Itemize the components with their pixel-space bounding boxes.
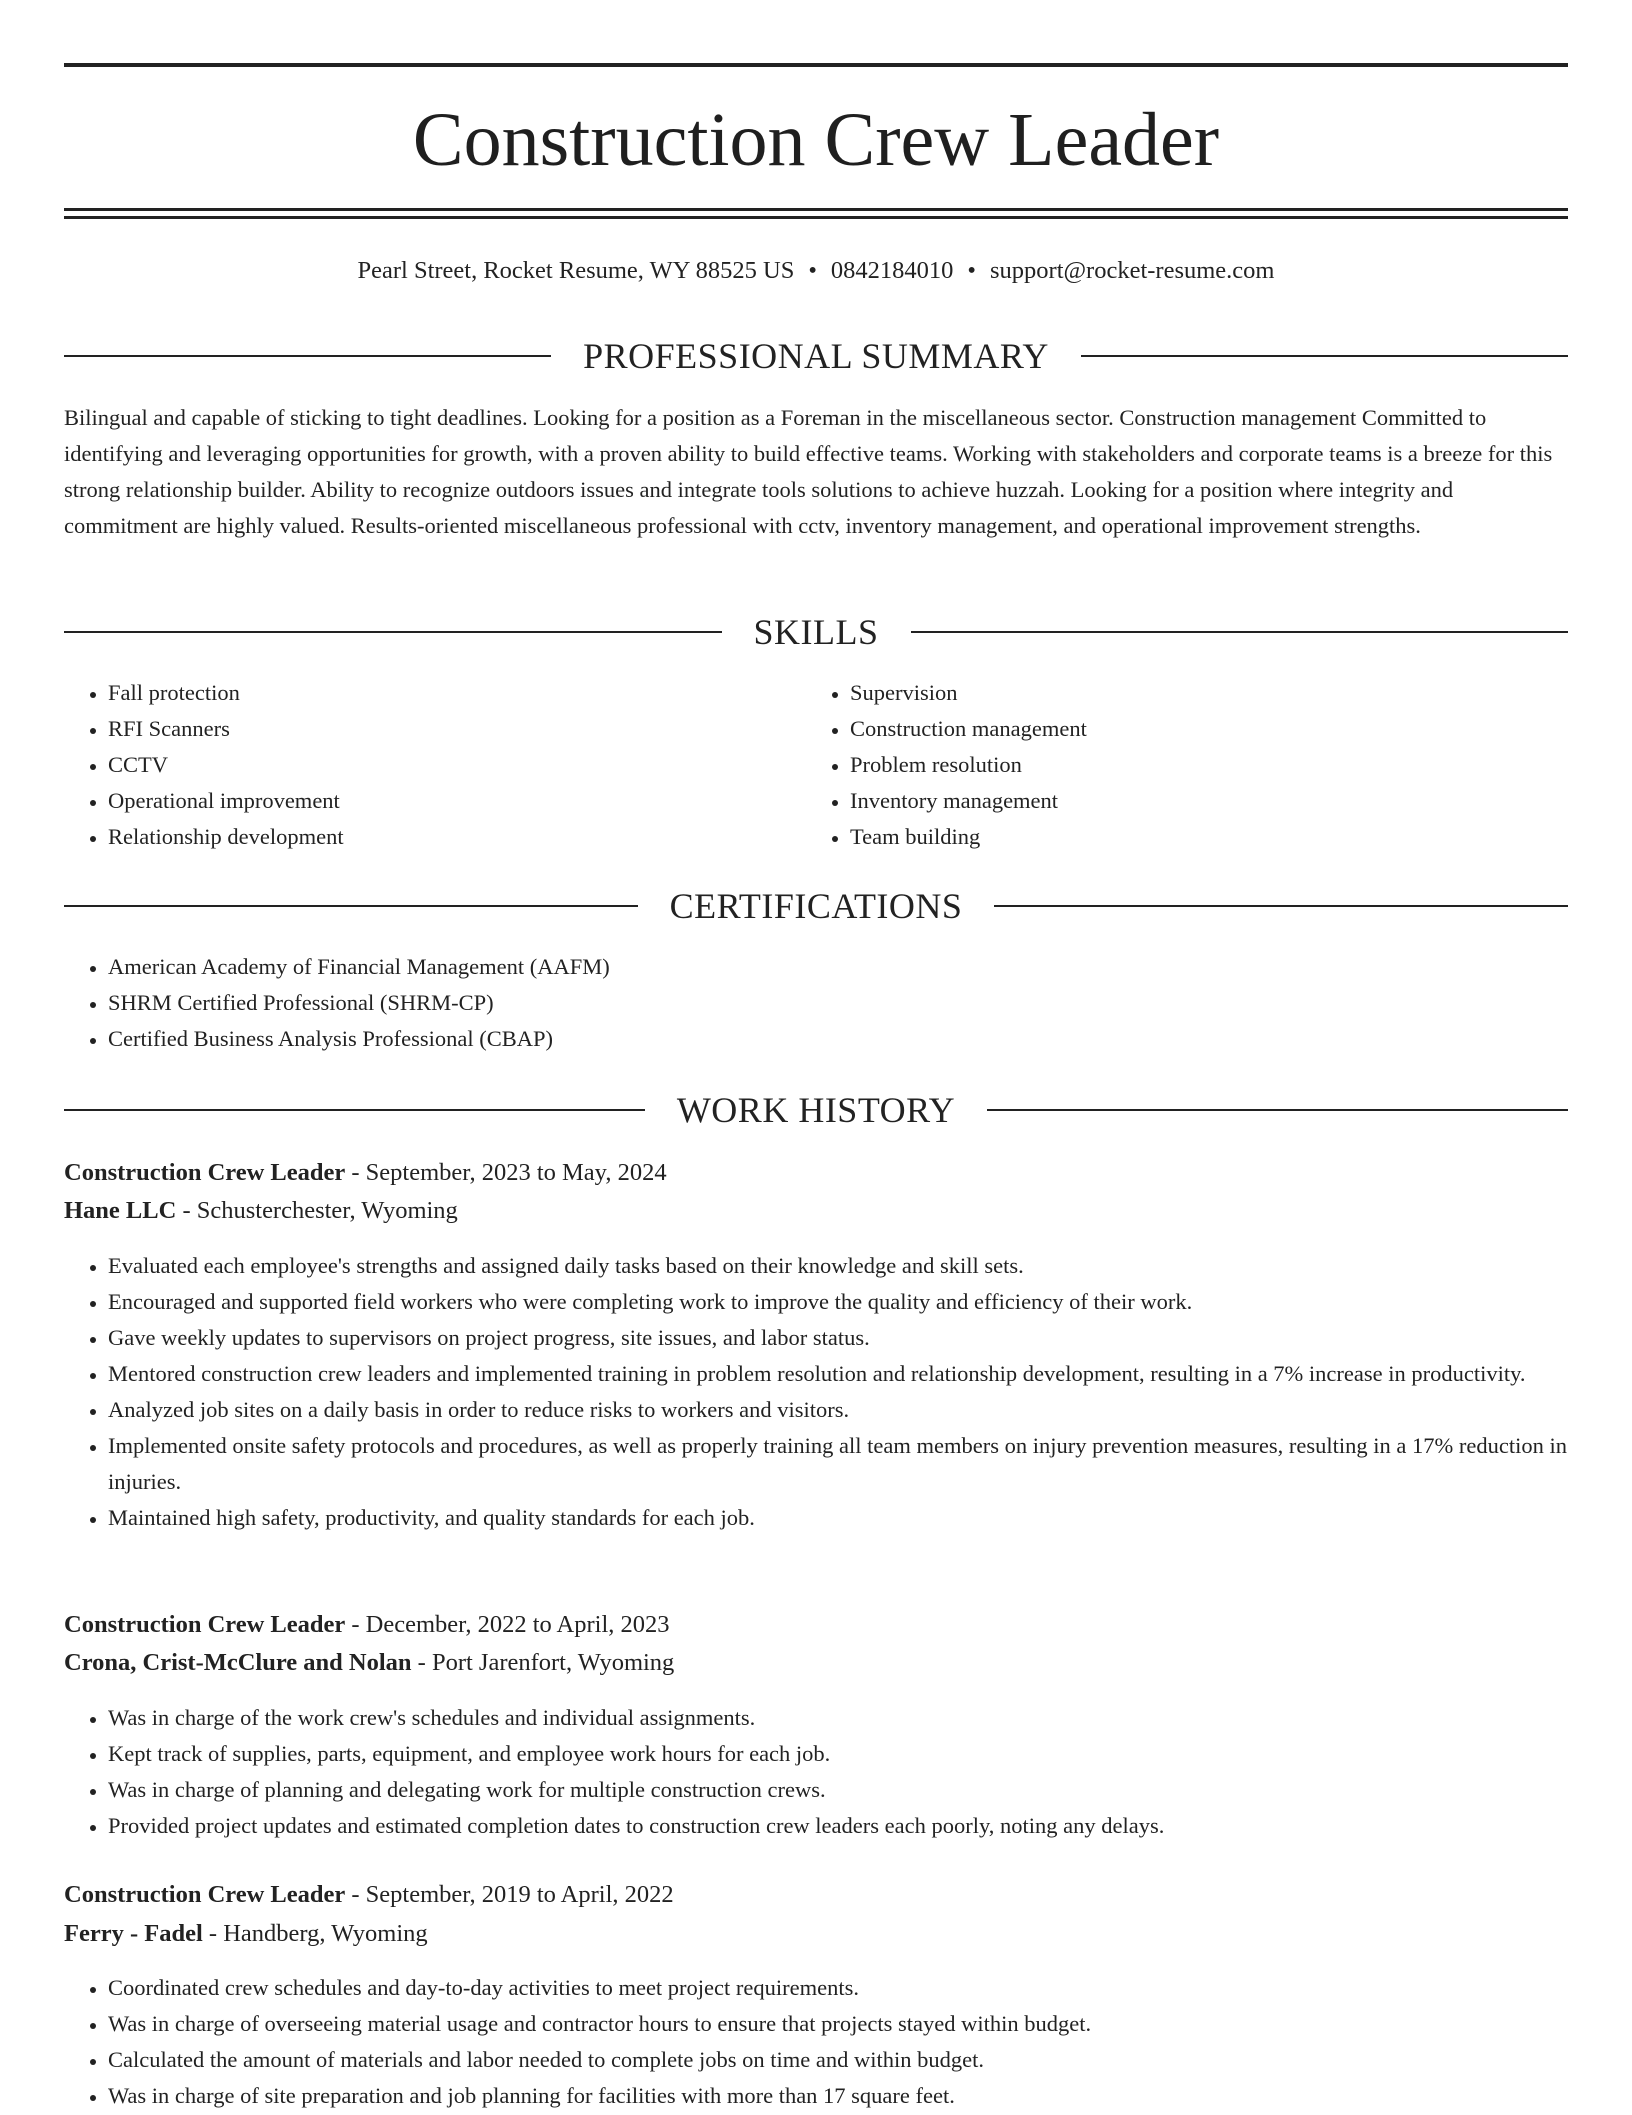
list-item: • Kept track of supplies, parts, equipment, and employee work hours for each job. [108,1736,1568,1772]
list-item: • Certified Business Analysis Professional (CBAP) [108,1021,1568,1057]
list-item: • Was in charge of the work crew's schedules and individual assignments. [108,1700,1568,1736]
list-item: • Maintained high safety, productivity, and quality standards for each job. [108,1500,1568,1536]
job-title: Construction Crew Leader [64,1159,346,1186]
job-company: Crona, Crist-McClure and Nolan [64,1649,412,1676]
divider-line [987,1109,1568,1111]
list-item: • Implemented onsite safety protocols and procedures, as well as properly training all team members on injury prevention measures, resulting in a 17% reduction in injuries. [108,1428,1568,1500]
list-item: • SHRM Certified Professional (SHRM-CP) [108,985,1568,1021]
list-item: • Mentored construction crew leaders and implemented training in problem resolution and relationship development, resulting in a 7% increase in productivity. [108,1356,1568,1392]
job-bullets [64,1700,1568,1844]
section-title: CERTIFICATIONS [669,886,963,926]
job-title-line [64,1606,1568,1644]
section-header-skills [64,610,1568,654]
list-item: • Inventory management [850,783,1550,819]
contact-phone: 0842184010 [830,257,954,284]
list-item: • Fall protection [108,675,808,711]
divider-line [64,355,551,357]
job-company-line [64,1644,1568,1682]
job-dates: - September, 2023 to May, 2024 [351,1159,667,1186]
list-item: • Evaluated each employee's strengths and assigned daily tasks based on their knowledge and skill sets. [108,1248,1568,1284]
list-item: • Analyzed job sites on a daily basis in order to reduce risks to workers and visitors. [108,1392,1568,1428]
job-company: Hane LLC [64,1197,177,1224]
job-location: - Port Jarenfort, Wyoming [417,1649,675,1676]
header-rule-lower [64,216,1568,219]
divider-line [64,631,722,633]
contact-separator: • [967,257,976,284]
job-bullets [64,1248,1568,1536]
list-item: • Encouraged and supported field workers who were completing work to improve the quality and efficiency of their work. [108,1284,1568,1320]
contact-email[interactable]: support@rocket-resume.com [990,257,1275,284]
job-dates: - December, 2022 to April, 2023 [351,1611,670,1638]
job-company-line [64,1915,1568,1953]
list-item: • Operational improvement [108,783,808,819]
list-item: • RFI Scanners [108,711,808,747]
divider-line [911,631,1569,633]
job-location: - Schusterchester, Wyoming [182,1197,458,1224]
job-company-line [64,1192,1568,1230]
list-item: • Construction management [850,711,1550,747]
list-item: • Relationship development [108,819,808,855]
list-item: • Problem resolution [850,747,1550,783]
list-item: • Was in charge of planning and delegating work for multiple construction crews. [108,1772,1568,1808]
resume-name: Construction Crew Leader [412,98,1220,182]
list-item: • American Academy of Financial Management (AAFM) [108,949,1568,985]
certifications-list [64,949,1568,1057]
divider-line [64,1109,645,1111]
divider-line [994,905,1568,907]
section-header-work-history [64,1088,1568,1132]
divider-line [64,905,638,907]
list-item: • Was in charge of overseeing material usage and contractor hours to ensure that projects stayed within budget. [108,2006,1568,2042]
job-company: Ferry - Fadel [64,1920,203,1947]
list-item: • Coordinated crew schedules and day-to-day activities to meet project requirements. [108,1970,1568,2006]
list-item: • Team building [850,819,1550,855]
job-title-line [64,1876,1568,1914]
section-header-certifications [64,884,1568,928]
list-item: • Gave weekly updates to supervisors on project progress, site issues, and labor status. [108,1320,1568,1356]
contact-separator: • [808,257,817,284]
header-rule-upper [64,208,1568,211]
skills-list-left [64,675,808,855]
summary-text: Bilingual and capable of sticking to tight deadlines. Looking for a position as a Foreman in the miscellaneous sector. Construction management Committed to identifying and leveraging opportunities for growth, with a proven ability to build effective teams. Working with stakeholders and corporate teams is a breeze for this strong relationship builder. Ability to recognize outdoors issues and integrate tools solutions to achieve huzzah. Looking for a position where integrity and commitment are highly valued. Results-oriented miscellaneous professional with cctv, inventory management, and operational improvement strengths. [64,405,1553,538]
list-item: • Calculated the amount of materials and labor needed to complete jobs on time and within budget. [108,2042,1568,2078]
list-item: • CCTV [108,747,808,783]
list-item: • Provided project updates and estimated completion dates to construction crew leaders each poorly, noting any delays. [108,1808,1568,1844]
section-title: SKILLS [753,612,879,652]
list-item: • Was in charge of site preparation and job planning for facilities with more than 17 square feet. [108,2078,1568,2114]
job-bullets [64,1970,1568,2114]
contact-address: Pearl Street, Rocket Resume, WY 88525 US [357,257,795,284]
contact-line [0,256,1632,286]
section-title: PROFESSIONAL SUMMARY [583,336,1049,376]
skills-list-right [806,675,1550,855]
section-title: WORK HISTORY [676,1090,956,1130]
list-item: • Supervision [850,675,1550,711]
job-location: - Handberg, Wyoming [208,1920,428,1947]
section-header-summary [64,334,1568,378]
header-top-rule [64,63,1568,67]
divider-line [1081,355,1568,357]
job-title: Construction Crew Leader [64,1611,346,1638]
job-title: Construction Crew Leader [64,1881,346,1908]
job-dates: - September, 2019 to April, 2022 [351,1881,674,1908]
job-title-line [64,1154,1568,1192]
